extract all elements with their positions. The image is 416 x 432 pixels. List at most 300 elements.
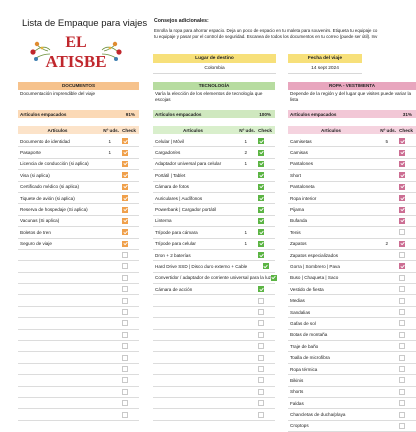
checkmark-icon bbox=[400, 173, 405, 178]
item-name[interactable]: Documento de identidad bbox=[20, 138, 70, 144]
check-cell bbox=[111, 172, 139, 178]
checkbox[interactable] bbox=[258, 366, 264, 372]
checklist-row bbox=[288, 295, 416, 306]
checkbox[interactable] bbox=[258, 207, 264, 213]
checkbox[interactable] bbox=[122, 298, 128, 304]
checkbox[interactable] bbox=[399, 241, 405, 247]
check-cell bbox=[388, 389, 416, 395]
checkbox[interactable] bbox=[258, 150, 264, 156]
checkbox[interactable] bbox=[399, 320, 405, 326]
checkbox[interactable] bbox=[399, 332, 405, 338]
checklist-row bbox=[288, 409, 416, 420]
checkmark-icon bbox=[263, 264, 268, 269]
checkmark-icon bbox=[400, 184, 405, 189]
check-cell bbox=[111, 138, 139, 144]
item-quantity[interactable]: 1 bbox=[108, 150, 111, 156]
check-cell bbox=[111, 241, 139, 247]
check-cell bbox=[111, 389, 139, 395]
checklist-row bbox=[288, 398, 416, 409]
item-name[interactable]: Bufanda bbox=[290, 218, 308, 224]
checkbox[interactable] bbox=[258, 229, 264, 235]
check-cell bbox=[111, 355, 139, 361]
item-name[interactable]: Portátil | Tablet bbox=[155, 172, 186, 178]
checkbox[interactable] bbox=[258, 252, 264, 258]
check-cell bbox=[271, 275, 277, 281]
item-name[interactable]: Medias bbox=[290, 298, 305, 304]
checkbox[interactable] bbox=[258, 320, 264, 326]
checklist-row bbox=[153, 375, 275, 386]
checklist-row bbox=[288, 318, 416, 329]
qty-column-header: Nº uds. bbox=[380, 127, 396, 133]
item-name[interactable]: Camisetas bbox=[290, 138, 312, 144]
check-cell bbox=[247, 389, 275, 395]
item-name[interactable]: Ropa interior bbox=[290, 195, 317, 201]
check-cell bbox=[388, 229, 416, 235]
item-quantity[interactable]: 1 bbox=[244, 241, 247, 247]
checkbox[interactable] bbox=[258, 343, 264, 349]
item-name[interactable]: Pasaporte bbox=[20, 150, 41, 156]
item-name[interactable]: Tenis bbox=[290, 229, 301, 235]
checklist-row bbox=[153, 239, 275, 250]
checkbox[interactable] bbox=[258, 138, 264, 144]
check-cell bbox=[111, 320, 139, 326]
checkbox[interactable] bbox=[122, 241, 128, 247]
checkbox[interactable] bbox=[122, 218, 128, 224]
date-value[interactable]: 14 sept 2024 bbox=[288, 64, 362, 74]
checklist-row bbox=[288, 227, 416, 238]
checklist-row bbox=[18, 147, 139, 158]
checklist-row bbox=[153, 318, 275, 329]
check-cell bbox=[388, 207, 416, 213]
check-cell bbox=[388, 195, 416, 201]
check-cell bbox=[247, 332, 275, 338]
item-name[interactable]: Trípode para cámara bbox=[155, 229, 198, 235]
checklist-row bbox=[288, 159, 416, 170]
check-cell bbox=[247, 309, 275, 315]
item-list bbox=[288, 136, 416, 432]
checkmark-icon bbox=[259, 161, 264, 166]
checklist-row bbox=[18, 352, 139, 363]
check-cell bbox=[247, 286, 275, 292]
check-cell bbox=[247, 241, 275, 247]
checkbox[interactable] bbox=[258, 286, 264, 292]
check-cell bbox=[388, 184, 416, 190]
checklist-row bbox=[288, 147, 416, 158]
checklist-row bbox=[153, 398, 275, 409]
checkbox[interactable] bbox=[122, 150, 128, 156]
item-name[interactable]: Pantalones bbox=[290, 161, 313, 167]
packed-label: Artículos empacados bbox=[290, 111, 337, 117]
checklist-row bbox=[153, 193, 275, 204]
check-cell bbox=[388, 366, 416, 372]
item-name[interactable]: Sandalias bbox=[290, 309, 311, 315]
checklist-row bbox=[153, 227, 275, 238]
item-name[interactable]: Traje de baño bbox=[290, 343, 319, 349]
checkbox[interactable] bbox=[122, 138, 128, 144]
checkbox[interactable] bbox=[271, 275, 277, 281]
checklist-row bbox=[153, 273, 275, 284]
column-header bbox=[288, 126, 416, 134]
checklist-row bbox=[18, 204, 139, 215]
checkbox[interactable] bbox=[122, 275, 128, 281]
checkbox[interactable] bbox=[399, 150, 405, 156]
checkbox[interactable] bbox=[122, 172, 128, 178]
checkbox[interactable] bbox=[258, 400, 264, 406]
check-cell bbox=[111, 412, 139, 418]
item-name[interactable]: Pantaloneta bbox=[290, 184, 315, 190]
check-cell bbox=[388, 138, 416, 144]
check-column-header: Check bbox=[399, 127, 413, 133]
checklist-row bbox=[153, 216, 275, 227]
checkbox[interactable] bbox=[122, 400, 128, 406]
checkmark-icon bbox=[259, 241, 264, 246]
checkbox[interactable] bbox=[399, 229, 405, 235]
item-name[interactable]: Auriculares | Audífonos bbox=[155, 195, 203, 201]
check-cell bbox=[247, 412, 275, 418]
checkbox[interactable] bbox=[399, 366, 405, 372]
checkbox[interactable] bbox=[258, 309, 264, 315]
checkbox[interactable] bbox=[258, 195, 264, 201]
checkbox[interactable] bbox=[122, 161, 128, 167]
item-name[interactable]: Cargador/es bbox=[155, 150, 181, 156]
checkbox[interactable] bbox=[122, 377, 128, 383]
checkbox[interactable] bbox=[399, 263, 405, 269]
checklist-row bbox=[153, 170, 275, 181]
checkbox[interactable] bbox=[122, 343, 128, 349]
checkmark-icon bbox=[123, 218, 128, 223]
item-name[interactable]: Toalla de microfibra bbox=[290, 355, 330, 361]
checklist-row bbox=[288, 182, 416, 193]
checklist-row bbox=[18, 409, 139, 420]
checklist-row bbox=[288, 239, 416, 250]
item-quantity[interactable]: 5 bbox=[385, 138, 388, 144]
item-name[interactable]: Croptops bbox=[290, 423, 309, 429]
checkbox[interactable] bbox=[258, 298, 264, 304]
check-column-header: Check bbox=[258, 127, 272, 133]
item-name[interactable]: Hard Drive SSD | Disco duro externo + Cable bbox=[155, 263, 248, 269]
checkbox[interactable] bbox=[399, 298, 405, 304]
checkbox[interactable] bbox=[122, 389, 128, 395]
item-name[interactable]: Chancletas de ducha/playa bbox=[290, 412, 346, 418]
checklist-row bbox=[18, 341, 139, 352]
category-heading: TECNOLOGÍA bbox=[153, 82, 275, 90]
check-cell bbox=[111, 218, 139, 224]
checkbox[interactable] bbox=[399, 286, 405, 292]
check-cell bbox=[388, 377, 416, 383]
checkbox[interactable] bbox=[122, 332, 128, 338]
checkmark-icon bbox=[259, 150, 264, 155]
checkmark-icon bbox=[123, 139, 128, 144]
checkbox[interactable] bbox=[258, 377, 264, 383]
destination-value[interactable]: Colombia bbox=[153, 64, 276, 74]
check-cell bbox=[388, 320, 416, 326]
category-description: Depende de la región y del lugar que visites puede variar la lista bbox=[290, 91, 412, 102]
item-name[interactable]: Ropa térmica bbox=[290, 366, 318, 372]
check-cell bbox=[388, 343, 416, 349]
checkbox[interactable] bbox=[122, 320, 128, 326]
item-name[interactable]: Pijama bbox=[290, 207, 305, 213]
item-list bbox=[153, 136, 275, 421]
item-name[interactable]: Powerbank | Cargador portátil bbox=[155, 207, 216, 213]
checklist-row bbox=[288, 284, 416, 295]
check-cell bbox=[388, 309, 416, 315]
category-heading: DOCUMENTOS bbox=[18, 82, 139, 90]
checkbox[interactable] bbox=[399, 275, 405, 281]
checkbox[interactable] bbox=[399, 207, 405, 213]
column-header bbox=[18, 126, 139, 134]
checkbox[interactable] bbox=[122, 286, 128, 292]
item-name[interactable]: Gafas de sol bbox=[290, 320, 316, 326]
checklist-row bbox=[288, 421, 416, 432]
check-column-header: Check bbox=[122, 127, 136, 133]
checkbox[interactable] bbox=[122, 252, 128, 258]
item-quantity[interactable]: 1 bbox=[244, 229, 247, 235]
item-name[interactable]: Gorra | Sombrero | Pava bbox=[290, 263, 340, 269]
checkmark-icon bbox=[400, 264, 405, 269]
check-cell bbox=[111, 229, 139, 235]
qty-column-header: Nº uds. bbox=[103, 127, 119, 133]
checkbox[interactable] bbox=[399, 195, 405, 201]
checkmark-icon bbox=[123, 184, 128, 189]
item-quantity[interactable]: 2 bbox=[385, 241, 388, 247]
checkbox[interactable] bbox=[258, 241, 264, 247]
checkbox[interactable] bbox=[399, 400, 405, 406]
checkbox[interactable] bbox=[122, 412, 128, 418]
checkmark-icon bbox=[400, 218, 405, 223]
checklist-row bbox=[153, 409, 275, 420]
checkbox[interactable] bbox=[399, 412, 405, 418]
checklist-row bbox=[18, 227, 139, 238]
checkbox[interactable] bbox=[399, 184, 405, 190]
checkbox[interactable] bbox=[258, 218, 264, 224]
check-cell bbox=[111, 343, 139, 349]
checklist-row bbox=[153, 364, 275, 375]
checkbox[interactable] bbox=[399, 161, 405, 167]
checklist-row bbox=[18, 364, 139, 375]
checklist-row bbox=[153, 284, 275, 295]
checklist-row bbox=[153, 261, 275, 272]
check-cell bbox=[247, 355, 275, 361]
check-cell bbox=[111, 195, 139, 201]
checklist-row bbox=[18, 284, 139, 295]
category-description: Varía la elección de los elementos de tecnología que escojas bbox=[155, 91, 263, 102]
check-cell bbox=[388, 172, 416, 178]
checkbox[interactable] bbox=[122, 263, 128, 269]
item-name[interactable]: Adaptador universal para celular bbox=[155, 161, 222, 167]
checkbox[interactable] bbox=[122, 195, 128, 201]
checklist-row bbox=[18, 330, 139, 341]
checkbox[interactable] bbox=[263, 263, 269, 269]
check-cell bbox=[247, 298, 275, 304]
item-name[interactable]: Reserva de hospedaje (Si aplica) bbox=[20, 207, 88, 213]
checkbox[interactable] bbox=[399, 309, 405, 315]
item-name[interactable]: Seguro de viaje bbox=[20, 241, 52, 247]
checkmark-icon bbox=[259, 184, 264, 189]
item-name[interactable]: Zapatos bbox=[290, 241, 307, 247]
item-name[interactable]: Linterna bbox=[155, 218, 172, 224]
item-name[interactable]: Camisas bbox=[290, 150, 308, 156]
checklist-row bbox=[18, 387, 139, 398]
check-cell bbox=[247, 218, 275, 224]
check-cell bbox=[247, 150, 275, 156]
check-cell bbox=[247, 320, 275, 326]
checkbox[interactable] bbox=[258, 184, 264, 190]
check-cell bbox=[388, 355, 416, 361]
checkbox[interactable] bbox=[258, 389, 264, 395]
checkbox[interactable] bbox=[122, 229, 128, 235]
checkbox[interactable] bbox=[399, 355, 405, 361]
check-cell bbox=[388, 150, 416, 156]
check-cell bbox=[111, 207, 139, 213]
checkbox[interactable] bbox=[122, 184, 128, 190]
checkmark-icon bbox=[259, 139, 264, 144]
date-label: Fecha del viaje bbox=[288, 54, 362, 63]
logo-line1: EL bbox=[65, 34, 87, 51]
item-quantity[interactable]: 1 bbox=[108, 138, 111, 144]
checkbox[interactable] bbox=[122, 309, 128, 315]
packed-percent: 91% bbox=[125, 111, 135, 117]
category-description: Documentación imprendible del viaje bbox=[20, 91, 96, 96]
logo bbox=[26, 30, 126, 72]
item-name[interactable]: Trípode para celular bbox=[155, 241, 196, 247]
checkmark-icon bbox=[400, 196, 405, 201]
checklist-row bbox=[18, 273, 139, 284]
checkbox[interactable] bbox=[399, 218, 405, 224]
checkmark-icon bbox=[123, 241, 128, 246]
item-quantity[interactable]: 1 bbox=[244, 161, 247, 167]
checklist-row bbox=[153, 387, 275, 398]
check-cell bbox=[388, 241, 416, 247]
item-name[interactable]: Botas de montaña bbox=[290, 332, 328, 338]
checklist-row bbox=[18, 136, 139, 147]
check-cell bbox=[388, 218, 416, 224]
item-name[interactable]: Cámara de fotos bbox=[155, 184, 189, 190]
checklist-row bbox=[288, 261, 416, 272]
checklist-row bbox=[288, 352, 416, 363]
checklist-row bbox=[153, 341, 275, 352]
item-name[interactable]: Licencia de conducción (si aplica) bbox=[20, 161, 89, 167]
check-cell bbox=[111, 366, 139, 372]
checkbox[interactable] bbox=[399, 389, 405, 395]
check-cell bbox=[388, 286, 416, 292]
checklist-row bbox=[18, 261, 139, 272]
check-cell bbox=[111, 275, 139, 281]
checkbox[interactable] bbox=[399, 423, 405, 429]
item-name[interactable]: Celular | Móvil bbox=[155, 138, 185, 144]
item-name[interactable]: Dron + 2 baterías bbox=[155, 252, 191, 258]
checkbox[interactable] bbox=[258, 161, 264, 167]
item-name[interactable]: Cámara de acción bbox=[155, 286, 193, 292]
checkbox[interactable] bbox=[258, 172, 264, 178]
packed-summary bbox=[288, 110, 416, 118]
checkbox[interactable] bbox=[258, 355, 264, 361]
checklist-row bbox=[153, 330, 275, 341]
checklist-row bbox=[18, 170, 139, 181]
checkmark-icon bbox=[259, 218, 264, 223]
check-cell bbox=[247, 195, 275, 201]
item-quantity[interactable]: 2 bbox=[244, 150, 247, 156]
packed-label: Artículos empacados bbox=[20, 111, 67, 117]
checkbox[interactable] bbox=[399, 138, 405, 144]
checklist-row bbox=[153, 159, 275, 170]
item-name[interactable]: Bikinis bbox=[290, 377, 304, 383]
checklist-row bbox=[18, 375, 139, 386]
item-name[interactable]: Boletos de tren bbox=[20, 229, 51, 235]
checklist-row bbox=[18, 182, 139, 193]
checkbox[interactable] bbox=[399, 252, 405, 258]
checklist-row bbox=[288, 375, 416, 386]
check-cell bbox=[247, 138, 275, 144]
item-name[interactable]: Vacunas (Si aplica) bbox=[20, 218, 60, 224]
item-name[interactable]: Short bbox=[290, 172, 301, 178]
checkmark-icon bbox=[400, 241, 405, 246]
item-name[interactable]: Vestido de fiesta bbox=[290, 286, 324, 292]
checklist-row bbox=[18, 307, 139, 318]
checklist-row bbox=[153, 204, 275, 215]
checkmark-icon bbox=[400, 161, 405, 166]
item-name[interactable]: Tiquete de avión (si aplica) bbox=[20, 195, 75, 201]
checklist-row bbox=[288, 330, 416, 341]
item-quantity[interactable]: 1 bbox=[244, 138, 247, 144]
checklist-row bbox=[18, 239, 139, 250]
check-cell bbox=[111, 400, 139, 406]
check-cell bbox=[388, 161, 416, 167]
check-cell bbox=[247, 207, 275, 213]
check-cell bbox=[247, 400, 275, 406]
item-name[interactable]: Shorts bbox=[290, 389, 304, 395]
item-name[interactable]: Zapatos especializados bbox=[290, 252, 339, 258]
check-cell bbox=[247, 161, 275, 167]
packed-summary bbox=[153, 110, 275, 118]
item-name[interactable]: Faldas bbox=[290, 400, 304, 406]
item-name[interactable]: Certificado médico (si aplica) bbox=[20, 184, 79, 190]
item-name[interactable]: Convertidor / adaptador de corriente universal para la luz bbox=[155, 275, 271, 281]
packed-percent: 31% bbox=[402, 111, 412, 117]
checkmark-icon bbox=[259, 196, 264, 201]
checklist-row bbox=[288, 170, 416, 181]
checkbox[interactable] bbox=[122, 207, 128, 213]
checkbox[interactable] bbox=[122, 355, 128, 361]
checkmark-icon bbox=[259, 173, 264, 178]
checkmark-icon bbox=[259, 207, 264, 212]
check-cell bbox=[388, 400, 416, 406]
check-cell bbox=[247, 229, 275, 235]
check-cell bbox=[388, 298, 416, 304]
checkbox[interactable] bbox=[258, 332, 264, 338]
checkbox[interactable] bbox=[122, 366, 128, 372]
check-cell bbox=[111, 252, 139, 258]
item-name[interactable]: Buso | Chaqueta | Saco bbox=[290, 275, 339, 281]
destination-label: Lugar de destino bbox=[153, 54, 276, 63]
checkbox[interactable] bbox=[258, 412, 264, 418]
check-cell bbox=[111, 263, 139, 269]
checklist-row bbox=[288, 136, 416, 147]
checkbox[interactable] bbox=[399, 172, 405, 178]
packed-label: Artículos empacados bbox=[155, 111, 202, 117]
checkmark-icon bbox=[123, 207, 128, 212]
checkbox[interactable] bbox=[399, 377, 405, 383]
checklist-row bbox=[18, 398, 139, 409]
checklist-row bbox=[18, 193, 139, 204]
checklist-row bbox=[153, 147, 275, 158]
checkmark-icon bbox=[123, 196, 128, 201]
advice-line: Enrolla la ropa para ahorrar espacio. Deja un poco de espacio en tu maleta para souvenirs. Etiqueta tu equipaje co bbox=[154, 28, 378, 33]
packed-percent: 100% bbox=[259, 111, 271, 117]
checkbox[interactable] bbox=[399, 343, 405, 349]
check-cell bbox=[256, 263, 275, 269]
item-name[interactable]: Visa (si aplica) bbox=[20, 172, 50, 178]
checklist-row bbox=[288, 193, 416, 204]
